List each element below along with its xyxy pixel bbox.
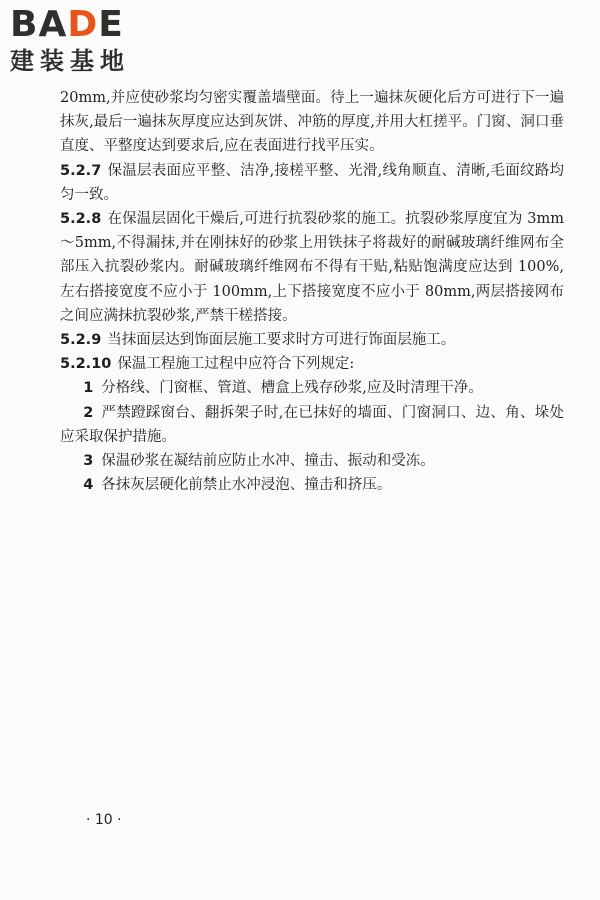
list-item-number: 1 (83, 380, 94, 397)
page-number: · 10 · (86, 812, 122, 828)
logo-word-accent: D (67, 4, 99, 45)
section-5-2-10 (60, 352, 564, 376)
list-item (60, 473, 564, 497)
bade-logo (10, 4, 180, 76)
list-item-text: 分格线、门窗框、管道、槽盒上残存砂浆,应及时清理干净。 (101, 380, 483, 397)
list-item-text: 各抹灰层硬化前禁止水冲浸泡、撞击和挤压。 (101, 477, 392, 494)
logo-word-part1: BA (10, 4, 68, 45)
list-item (60, 401, 564, 449)
section-number: 5.2.10 (60, 356, 112, 373)
section-5-2-8 (60, 207, 564, 328)
section-number: 5.2.9 (60, 332, 102, 349)
list-item-text: 保温砂浆在凝结前应防止水冲、撞击、振动和受冻。 (101, 453, 435, 470)
list-item-number: 2 (83, 404, 94, 421)
logo-subtitle: 建装基地 (10, 47, 130, 75)
section-5-2-7 (60, 159, 564, 207)
section-5-2-9 (60, 328, 564, 352)
document-body (60, 86, 564, 497)
section-text: 保温工程施工过程中应符合下列规定: (117, 356, 355, 373)
logo-wordmark (10, 4, 180, 46)
section-number: 5.2.8 (60, 211, 102, 228)
section-text: 在保温层固化干燥后,可进行抗裂砂浆的施工。抗裂砂浆厚度宜为 3mm～5mm,不得漏抹,并在刚抹好的砂浆上用铁抹子将裁好的耐碱玻璃纤维网布全部压入抗裂砂浆内。耐碱玻璃纤维网布不得有干贴,粘贴饱满度应达到 100%,左右搭接宽度不应小于 100mm,上下搭接宽度不应小于 80mm,两层搭接网布之间应满抹抗裂砂浆,严禁干槎搭接。 (60, 211, 564, 324)
list-item-text: 严禁蹬踩窗台、翻拆架子时,在已抹好的墙面、门窗洞口、边、角、垛处应采取保护措施。 (60, 404, 564, 445)
paragraph-continued: 20mm,并应使砂浆均匀密实覆盖墙壁面。待上一遍抹灰硬化后方可进行下一遍抹灰,最后一遍抹灰厚度应达到灰饼、冲筋的厚度,并用大杠搓平。门窗、洞口垂直度、平整度达到要求后,应在表面进行找平压实。 (60, 90, 564, 155)
list-item-number: 4 (83, 477, 94, 494)
list-item (60, 376, 564, 400)
section-number: 5.2.7 (60, 162, 102, 179)
list-item-number: 3 (83, 453, 94, 470)
section-text: 保温层表面应平整、洁净,接槎平整、光滑,线角顺直、清晰,毛面纹路均匀一致。 (60, 162, 564, 203)
section-text: 当抹面层达到饰面层施工要求时方可进行饰面层施工。 (107, 332, 456, 349)
list-item (60, 449, 564, 473)
logo-word-part2: E (98, 4, 124, 45)
